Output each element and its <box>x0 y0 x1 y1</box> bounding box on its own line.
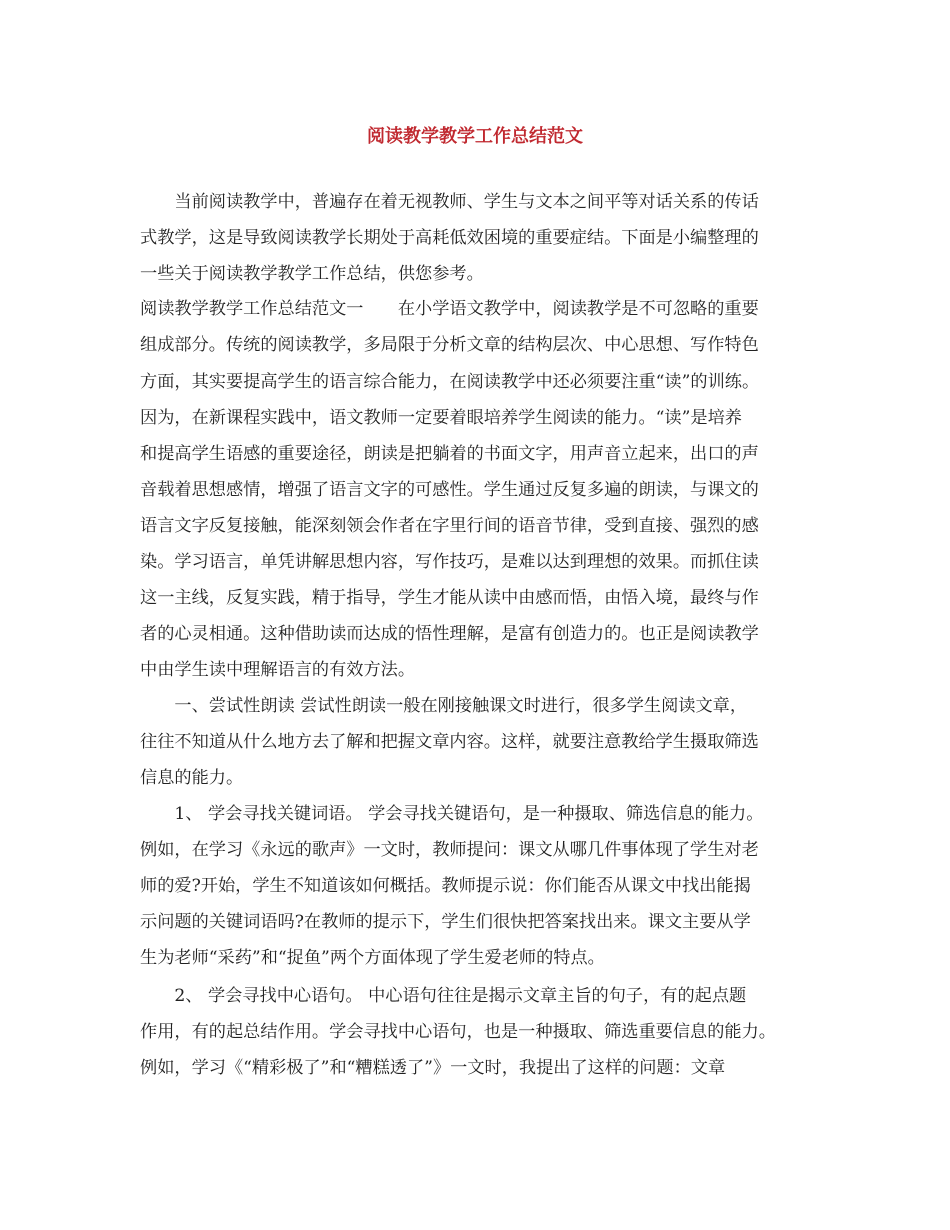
text-line: 阅读教学教学工作总结范文一 在小学语文教学中，阅读教学是不可忽略的重要 <box>140 299 759 319</box>
text-line: 一些关于阅读教学教学工作总结，供您参考。 <box>140 264 484 284</box>
text-line: 师的爱?开始，学生不知道该如何概括。教师提示说：你们能否从课文中找出能揭 <box>140 876 751 896</box>
text-line: 音载着思想感情，增强了语言文字的可感性。学生通过反复多遍的朗读，与课文的 <box>140 480 759 500</box>
text-line: 中由学生读中理解语言的有效方法。 <box>140 660 416 680</box>
text-line: 语言文字反复接触，能深刻领会作者在字里行间的语音节律，受到直接、强烈的感 <box>140 516 759 536</box>
text-line: 往往不知道从什么地方去了解和把握文章内容。这样，就要注意教给学生摄取筛选 <box>140 732 759 752</box>
text-line: 这一主线，反复实践，精于指导，学生才能从读中由感而悟，由悟入境，最终与作 <box>140 588 759 608</box>
text-line: 式教学，这是导致阅读教学长期处于高耗低效困境的重要症结。下面是小编整理的 <box>140 228 759 248</box>
document-title: 阅读教学教学工作总结范文 <box>367 126 583 147</box>
text-line: 当前阅读教学中，普遍存在着无视教师、学生与文本之间平等对话关系的传话 <box>140 192 759 212</box>
text-line: 染。学习语言，单凭讲解思想内容，写作技巧，是难以达到理想的效果。而抓住读 <box>140 552 759 572</box>
text-line: 者的心灵相通。这种借助读而达成的悟性理解，是富有创造力的。也正是阅读教学 <box>140 624 759 644</box>
text-line: 因为，在新课程实践中，语文教师一定要着眼培养学生阅读的能力。“读”是培养 <box>140 408 742 428</box>
text-line: 例如，在学习《永远的歌声》一文时，教师提问：课文从哪几件事体现了学生对老 <box>140 840 759 860</box>
text-line: 例如，学习《“精彩极了”和“糟糕透了”》一文时，我提出了这样的问题：文章 <box>140 1058 726 1078</box>
text-line: 一、尝试性朗读 尝试性朗读一般在刚接触课文时进行，很多学生阅读文章， <box>140 696 748 716</box>
text-line: 示问题的关键词语吗?在教师的提示下，学生们很快把答案找出来。课文主要从学 <box>140 912 751 932</box>
text-line: 生为老师“采药”和“捉鱼”两个方面体现了学生爱老师的特点。 <box>140 948 605 968</box>
text-line: 和提高学生语感的重要途径，朗读是把躺着的书面文字，用声音立起来，出口的声 <box>140 444 759 464</box>
text-line: 组成部分。传统的阅读教学，多局限于分析文章的结构层次、中心思想、写作特色 <box>140 335 759 355</box>
text-line: 1、 学会寻找关键词语。 学会寻找关键语句，是一种摄取、筛选信息的能力。 <box>140 804 764 824</box>
text-line: 2、 学会寻找中心语句。 中心语句往往是揭示文章主旨的句子，有的起点题 <box>140 986 747 1006</box>
text-line: 作用，有的起总结作用。学会寻找中心语句，也是一种摄取、筛选重要信息的能力。 <box>140 1022 776 1042</box>
text-line: 信息的能力。 <box>140 768 244 788</box>
text-line: 方面，其实要提高学生的语言综合能力，在阅读教学中还必须要注重“读”的训练。 <box>140 372 760 392</box>
